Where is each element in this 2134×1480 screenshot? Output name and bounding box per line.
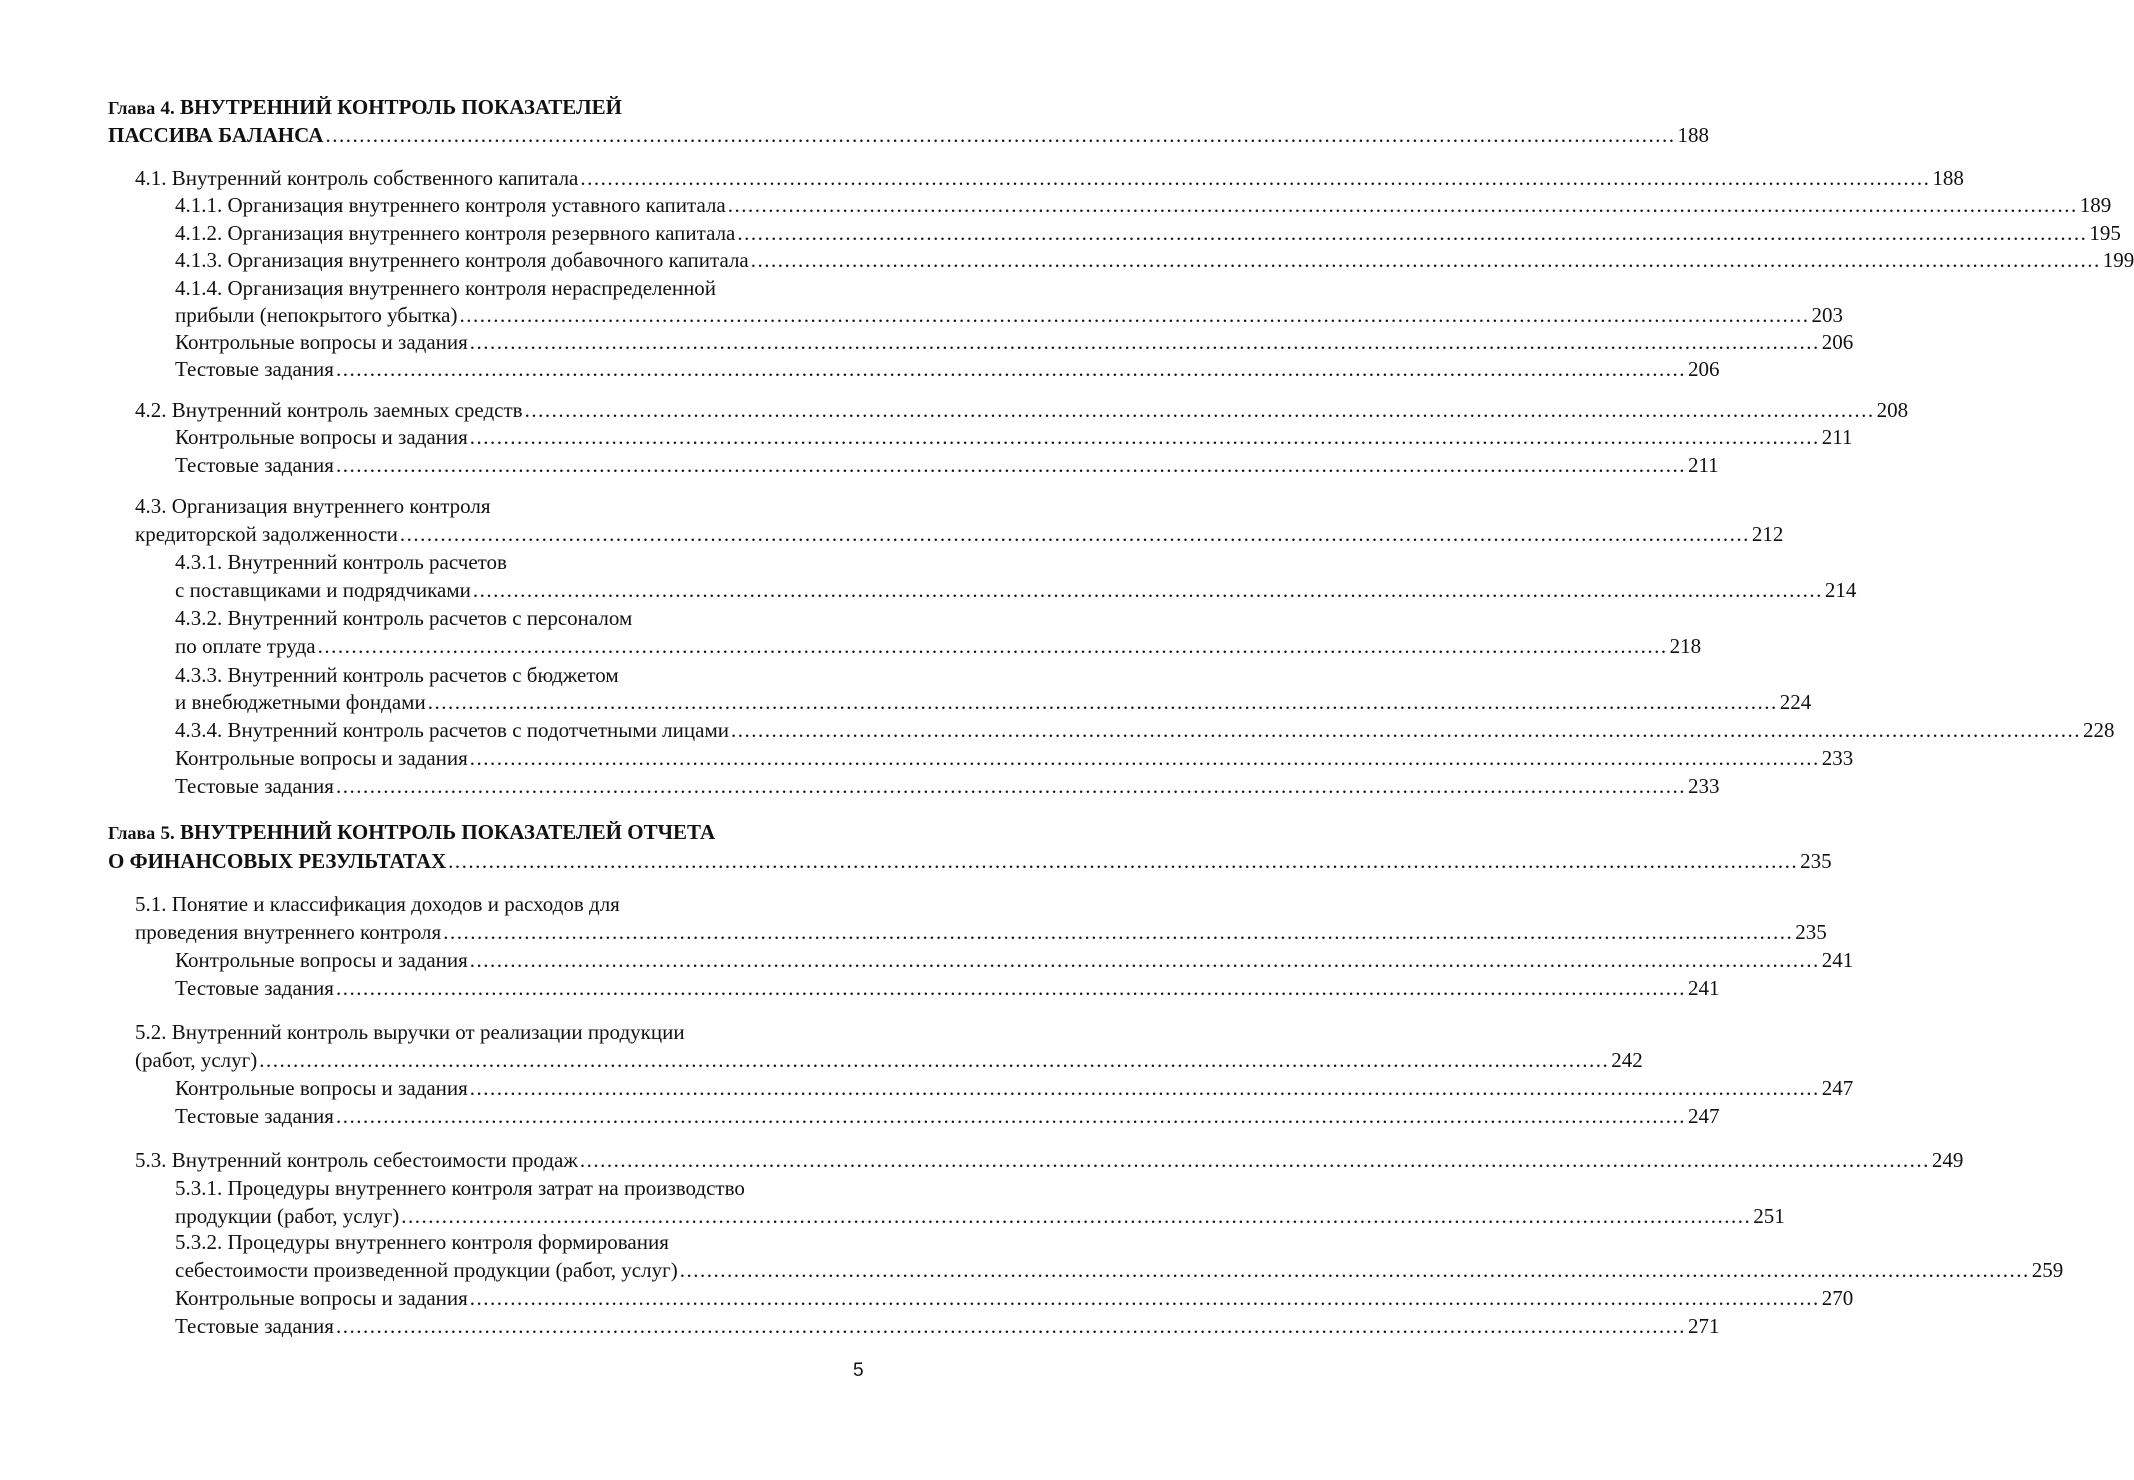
toc-entry: [175, 772, 1720, 800]
toc-entry-text: 4.1.2. Организация внутреннего контроля резервного капитала: [175, 221, 736, 245]
toc-entry-text: 5.1. Понятие и классификация доходов и расходов для: [135, 892, 620, 916]
toc-page-number: 211: [1821, 425, 1853, 449]
toc-entry-text: 4.3.2. Внутренний контроль расчетов с персоналом: [175, 606, 633, 630]
chapter-heading: ПАССИВА БАЛАНСА: [108, 123, 324, 147]
dot-leader: ........................................................................................................................................................................................................: [401, 1204, 1752, 1228]
toc-entry-text: Контрольные вопросы и задания: [175, 746, 468, 770]
toc-entry: [135, 1046, 1643, 1074]
toc-entry-text: проведения внутреннего контроля: [135, 920, 442, 944]
toc-page-number: 199: [2102, 248, 2134, 272]
toc-entry: [175, 1284, 1854, 1312]
toc-entry: [175, 301, 1843, 329]
chapter-number: 4.: [160, 98, 175, 119]
dot-leader: ........................................................................................................................................................................................................: [259, 1048, 1610, 1072]
chapter-label: Глава: [108, 98, 156, 118]
toc-page-number: 206: [1687, 357, 1720, 381]
toc-page-number: 203: [1811, 303, 1843, 327]
dot-leader: ........................................................................................................................................................................................................: [317, 634, 1668, 658]
toc-page-number: 212: [1751, 522, 1784, 546]
dot-leader: ........................................................................................................................................................................................................: [469, 1286, 1820, 1310]
toc-entry: [135, 164, 1964, 192]
toc-entry: [175, 355, 1720, 383]
toc-entry-text: прибыли (непокрытого убытка): [175, 303, 458, 327]
toc-entry: [175, 661, 619, 689]
toc-entry-text: Тестовые задания: [175, 357, 334, 381]
dot-leader: ........................................................................................................................................................................................................: [448, 849, 1799, 873]
toc-entry-text: 5.3.1. Процедуры внутреннего контроля затрат на производство: [175, 1176, 745, 1200]
toc-page-number: 211: [1687, 453, 1719, 477]
toc-entry: [175, 576, 1857, 604]
dot-leader: ........................................................................................................................................................................................................: [524, 398, 1875, 422]
toc-page-number: 249: [1931, 1148, 1964, 1172]
toc-page-number: 235: [1800, 849, 1832, 873]
toc-entry: [175, 688, 1812, 716]
chapter-title: [108, 818, 715, 848]
toc-entry: [175, 1312, 1720, 1340]
toc-page-number: 242: [1611, 1048, 1643, 1072]
toc-entry-text: Тестовые задания: [175, 774, 334, 798]
toc-entry: [175, 1174, 745, 1202]
dot-leader: ........................................................................................................................................................................................................: [469, 330, 1820, 354]
toc-page-number: 195: [2089, 221, 2121, 245]
toc-entry: [108, 818, 715, 848]
dot-leader: ........................................................................................................................................................................................................: [427, 690, 1778, 714]
dot-leader: ........................................................................................................................................................................................................: [472, 578, 1823, 602]
chapter-number: 5.: [160, 823, 175, 844]
toc-page-number: 188: [1932, 166, 1964, 190]
toc-entry: [135, 396, 1909, 424]
dot-leader: ........................................................................................................................................................................................................: [335, 453, 1686, 477]
toc-entry: [175, 191, 2112, 219]
dot-leader: ........................................................................................................................................................................................................: [579, 1148, 1930, 1172]
toc-entry-text: по оплате труда: [175, 634, 316, 658]
toc-entry: [175, 604, 632, 632]
toc-page-number: 241: [1687, 976, 1720, 1000]
toc-entry: [175, 1256, 2064, 1284]
dot-leader: ........................................................................................................................................................................................................: [469, 948, 1820, 972]
toc-entry-text: (работ, услуг): [135, 1048, 258, 1072]
dot-leader: ........................................................................................................................................................................................................: [399, 522, 1750, 546]
dot-leader: ........................................................................................................................................................................................................: [335, 774, 1686, 798]
toc-page-number: 189: [2079, 193, 2112, 217]
toc-entry-text: Тестовые задания: [175, 1314, 334, 1338]
chapter-heading: ВНУТРЕННИЙ КОНТРОЛЬ ПОКАЗАТЕЛЕЙ ОТЧЕТА: [180, 820, 716, 844]
toc-page-number: 218: [1669, 634, 1702, 658]
toc-entry: [135, 1018, 685, 1046]
toc-entry-text: с поставщиками и подрядчиками: [175, 578, 471, 602]
toc-entry-text: Контрольные вопросы и задания: [175, 1286, 468, 1310]
toc-page-number: 233: [1821, 746, 1854, 770]
toc-page-number: 235: [1795, 920, 1827, 944]
toc-entry-text: 4.1.3. Организация внутреннего контроля добавочного капитала: [175, 248, 749, 272]
toc-entry-text: Контрольные вопросы и задания: [175, 1076, 468, 1100]
toc-page-number: 224: [1779, 690, 1812, 714]
toc-entry-text: 5.3.2. Процедуры внутреннего контроля формирования: [175, 1230, 669, 1254]
toc-entry: [175, 974, 1720, 1002]
toc-entry-text: кредиторской задолженности: [135, 522, 398, 546]
toc-page-number: 214: [1824, 578, 1857, 602]
toc-entry-text: Тестовые задания: [175, 976, 334, 1000]
toc-entry: [175, 246, 2134, 274]
dot-leader: ........................................................................................................................................................................................................: [731, 718, 2081, 742]
toc-entry-text: Контрольные вопросы и задания: [175, 425, 468, 449]
toc-page-number: 188: [1677, 123, 1709, 147]
dot-leader: ........................................................................................................................................................................................................: [580, 166, 1931, 190]
toc-entry: [175, 632, 1702, 660]
toc-entry: [175, 328, 1854, 356]
toc-entry-text: 4.3. Организация внутреннего контроля: [135, 494, 491, 518]
dot-leader: ........................................................................................................................................................................................................: [750, 248, 2101, 272]
dot-leader: ........................................................................................................................................................................................................: [459, 303, 1810, 327]
toc-page-number: 208: [1876, 398, 1909, 422]
dot-leader: ........................................................................................................................................................................................................: [335, 357, 1686, 381]
dot-leader: ........................................................................................................................................................................................................: [737, 221, 2088, 245]
toc-page-number: 251: [1753, 1204, 1785, 1228]
toc-entry-text: 5.2. Внутренний контроль выручки от реализации продукции: [135, 1020, 685, 1044]
toc-entry-text: 4.3.3. Внутренний контроль расчетов с бюджетом: [175, 663, 619, 687]
dot-leader: ........................................................................................................................................................................................................: [335, 1104, 1686, 1128]
toc-entry-text: 4.1.1. Организация внутреннего контроля уставного капитала: [175, 193, 726, 217]
toc-entry: [175, 1202, 1785, 1230]
toc-entry-text: 4.1. Внутренний контроль собственного капитала: [135, 166, 579, 190]
toc-entry: [175, 1074, 1854, 1102]
toc-entry-text: 4.3.1. Внутренний контроль расчетов: [175, 550, 507, 574]
toc-entry: [135, 1146, 1964, 1174]
toc-page-number: 241: [1821, 948, 1854, 972]
toc-entry: [108, 121, 1709, 149]
dot-leader: ........................................................................................................................................................................................................: [469, 746, 1820, 770]
toc-entry: [108, 93, 622, 123]
toc-entry: [175, 1228, 669, 1256]
toc-entry-text: 5.3. Внутренний контроль себестоимости продаж: [135, 1148, 578, 1172]
dot-leader: ........................................................................................................................................................................................................: [443, 920, 1794, 944]
toc-entry: [175, 946, 1854, 974]
toc-page-number: 206: [1821, 330, 1854, 354]
dot-leader: ........................................................................................................................................................................................................: [335, 1314, 1686, 1338]
toc-entry-text: Контрольные вопросы и задания: [175, 948, 468, 972]
dot-leader: ........................................................................................................................................................................................................: [469, 1076, 1820, 1100]
toc-page-number: 271: [1687, 1314, 1720, 1338]
toc-entry-text: 4.2. Внутренний контроль заемных средств: [135, 398, 523, 422]
chapter-heading: О ФИНАНСОВЫХ РЕЗУЛЬТАТАХ: [108, 849, 447, 873]
dot-leader: ........................................................................................................................................................................................................: [679, 1258, 2030, 1282]
toc-entry-text: 4.3.4. Внутренний контроль расчетов с подотчетными лицами: [175, 718, 729, 742]
toc-page-number: 228: [2083, 718, 2115, 742]
toc-entry-text: продукции (работ, услуг): [175, 1204, 400, 1228]
toc-page-number: 247: [1821, 1076, 1854, 1100]
toc-entry: [175, 1102, 1720, 1130]
dot-leader: ........................................................................................................................................................................................................: [325, 123, 1676, 147]
dot-leader: ........................................................................................................................................................................................................: [335, 976, 1686, 1000]
toc-page-number: 259: [2031, 1258, 2064, 1282]
toc-entry-text: Контрольные вопросы и задания: [175, 330, 468, 354]
dot-leader: ........................................................................................................................................................................................................: [727, 193, 2078, 217]
toc-entry-text: 4.1.4. Организация внутреннего контроля нераспределенной: [175, 276, 717, 300]
toc-entry: [108, 847, 1832, 875]
toc-entry: [175, 274, 716, 302]
toc-entry-text: Тестовые задания: [175, 1104, 334, 1128]
toc-page-number: 247: [1687, 1104, 1720, 1128]
toc-entry-text: себестоимости произведенной продукции (работ, услуг): [175, 1258, 678, 1282]
toc-entry: [175, 451, 1719, 479]
toc-entry-text: Тестовые задания: [175, 453, 334, 477]
toc-entry: [135, 918, 1827, 946]
toc-entry-text: и внебюджетными фондами: [175, 690, 426, 714]
toc-entry: [175, 219, 2121, 247]
toc-page-number: 233: [1687, 774, 1720, 798]
toc-entry: [175, 423, 1853, 451]
toc-entry: [135, 890, 620, 918]
toc-entry: [135, 492, 491, 520]
chapter-label: Глава: [108, 823, 156, 843]
chapter-title: [108, 93, 622, 123]
toc-entry: [135, 520, 1784, 548]
chapter-heading: ВНУТРЕННИЙ КОНТРОЛЬ ПОКАЗАТЕЛЕЙ: [180, 95, 623, 119]
dot-leader: ........................................................................................................................................................................................................: [469, 425, 1820, 449]
toc-entry: [175, 744, 1854, 772]
toc-page-number: 270: [1821, 1286, 1854, 1310]
toc-entry: [175, 548, 507, 576]
toc-entry: [175, 716, 2115, 744]
page-number: 5: [853, 1360, 864, 1381]
